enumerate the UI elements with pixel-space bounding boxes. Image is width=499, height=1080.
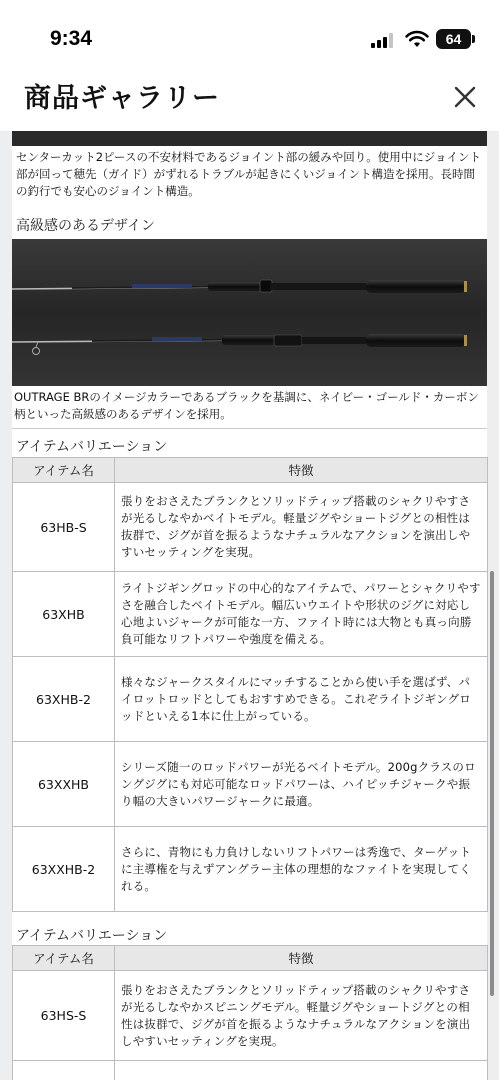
item-name-empty bbox=[13, 1061, 115, 1080]
item-name: 63XHB-2 bbox=[13, 657, 115, 742]
table-row bbox=[13, 572, 488, 657]
image-top-edge bbox=[12, 131, 487, 146]
close-x-icon bbox=[448, 80, 482, 114]
gallery-viewport[interactable] bbox=[0, 131, 499, 1080]
battery-cap bbox=[472, 35, 475, 43]
item-name: 63XXHB bbox=[13, 742, 115, 827]
product-detail-image-2 bbox=[12, 921, 487, 1080]
rod-photo bbox=[12, 239, 487, 386]
scrollbar[interactable] bbox=[490, 571, 494, 996]
item-name: 63XXHB-2 bbox=[13, 827, 115, 912]
table-header-row bbox=[13, 458, 488, 483]
variation-table-2 bbox=[12, 945, 488, 1080]
item-feature: 張りをおさえたブランクとソリッドティップ搭載のシャクリやすさが光るしなやかスピニングモデル。軽量ジグやショートジグとの相性は抜群で、ジグが首を振るようなナチュラルなアクションを演出しやすいセッティングを実現。 bbox=[115, 971, 488, 1061]
item-feature: 様々なジャークスタイルにマッチすることから使い手を選ばず、パイロットロッドとしてもおすすめできる。これぞライトジギングロッドといえる1本に仕上がっている。 bbox=[115, 657, 488, 742]
design-description: OUTRAGE BRのイメージカラーであるブラックを基調に、ネイビー・ゴールド・カーボン柄といった高級感のあるデザインを採用。 bbox=[14, 390, 479, 421]
item-feature: ライトジギングロッドの中心的なアイテムで、パワーとシャクリやすさを融合したベイトモデル。幅広いウエイトや形状のジグに対応し心地よいジャークが可能な一方、ファイト時には大物とも真っ向勝負可能なリフトパワーや強度を備える。 bbox=[115, 572, 488, 657]
item-name: 63HB-S bbox=[13, 483, 115, 572]
item-feature-empty bbox=[115, 1061, 488, 1080]
status-time: 9:34 bbox=[50, 27, 93, 50]
close-button[interactable] bbox=[448, 80, 482, 114]
variation-heading-1: アイテムバリエーション bbox=[16, 439, 168, 455]
item-feature: 張りをおさえたブランクとソリッドティップ搭載のシャクリやすさが光るしなやかベイトモデル。軽量ジグやショートジグとの相性は抜群で、ジグが首を振るようなナチュラルなアクションを演出しやすいセッティングを実現。 bbox=[115, 483, 488, 572]
table-row bbox=[13, 971, 488, 1061]
column-header-item: アイテム名 bbox=[13, 458, 115, 483]
table-row bbox=[13, 742, 488, 827]
design-heading: 高級感のあるデザイン bbox=[16, 218, 156, 234]
item-name: 63HS-S bbox=[13, 971, 115, 1061]
table-header-row bbox=[13, 946, 488, 971]
item-name: 63XHB bbox=[13, 572, 115, 657]
item-feature: さらに、青物にも力負けしないリフトパワーは秀逸で、ターゲットに主導権を与えずアングラー主体の理想的なファイトを実現してくれる。 bbox=[115, 827, 488, 912]
table-row bbox=[13, 1061, 488, 1080]
page-title: 商品ギャラリー bbox=[24, 83, 220, 114]
cellular-signal-icon bbox=[371, 33, 397, 48]
table-row bbox=[13, 827, 488, 912]
fishing-rod-image bbox=[12, 239, 487, 386]
gallery-header bbox=[0, 70, 499, 126]
wifi-icon bbox=[405, 30, 429, 48]
section-divider bbox=[12, 428, 487, 429]
column-header-item: アイテム名 bbox=[13, 946, 115, 971]
item-feature: シリーズ随一のロッドパワーが光るベイトモデル。200gクラスのロングジグにも対応可能なロッドパワーは、ハイピッチジャークや振り幅の大きいパワージャークに最適。 bbox=[115, 742, 488, 827]
variation-heading-2: アイテムバリエーション bbox=[16, 928, 168, 944]
variation-table-1 bbox=[12, 457, 488, 912]
table-row bbox=[13, 483, 488, 572]
column-header-feature: 特徴 bbox=[115, 946, 488, 971]
battery-icon: 64 bbox=[436, 29, 471, 49]
table-row bbox=[13, 657, 488, 742]
joint-description: センターカット2ピースの不安材料であるジョイント部の緩みや回り。使用中にジョイント部が回って穂先（ガイド）がずれるトラブルが起きにくいジョイント構造を採用。長時間の釣行でも安心のジョイント構造。 bbox=[16, 150, 482, 198]
column-header-feature: 特徴 bbox=[115, 458, 488, 483]
status-bar bbox=[0, 0, 499, 70]
